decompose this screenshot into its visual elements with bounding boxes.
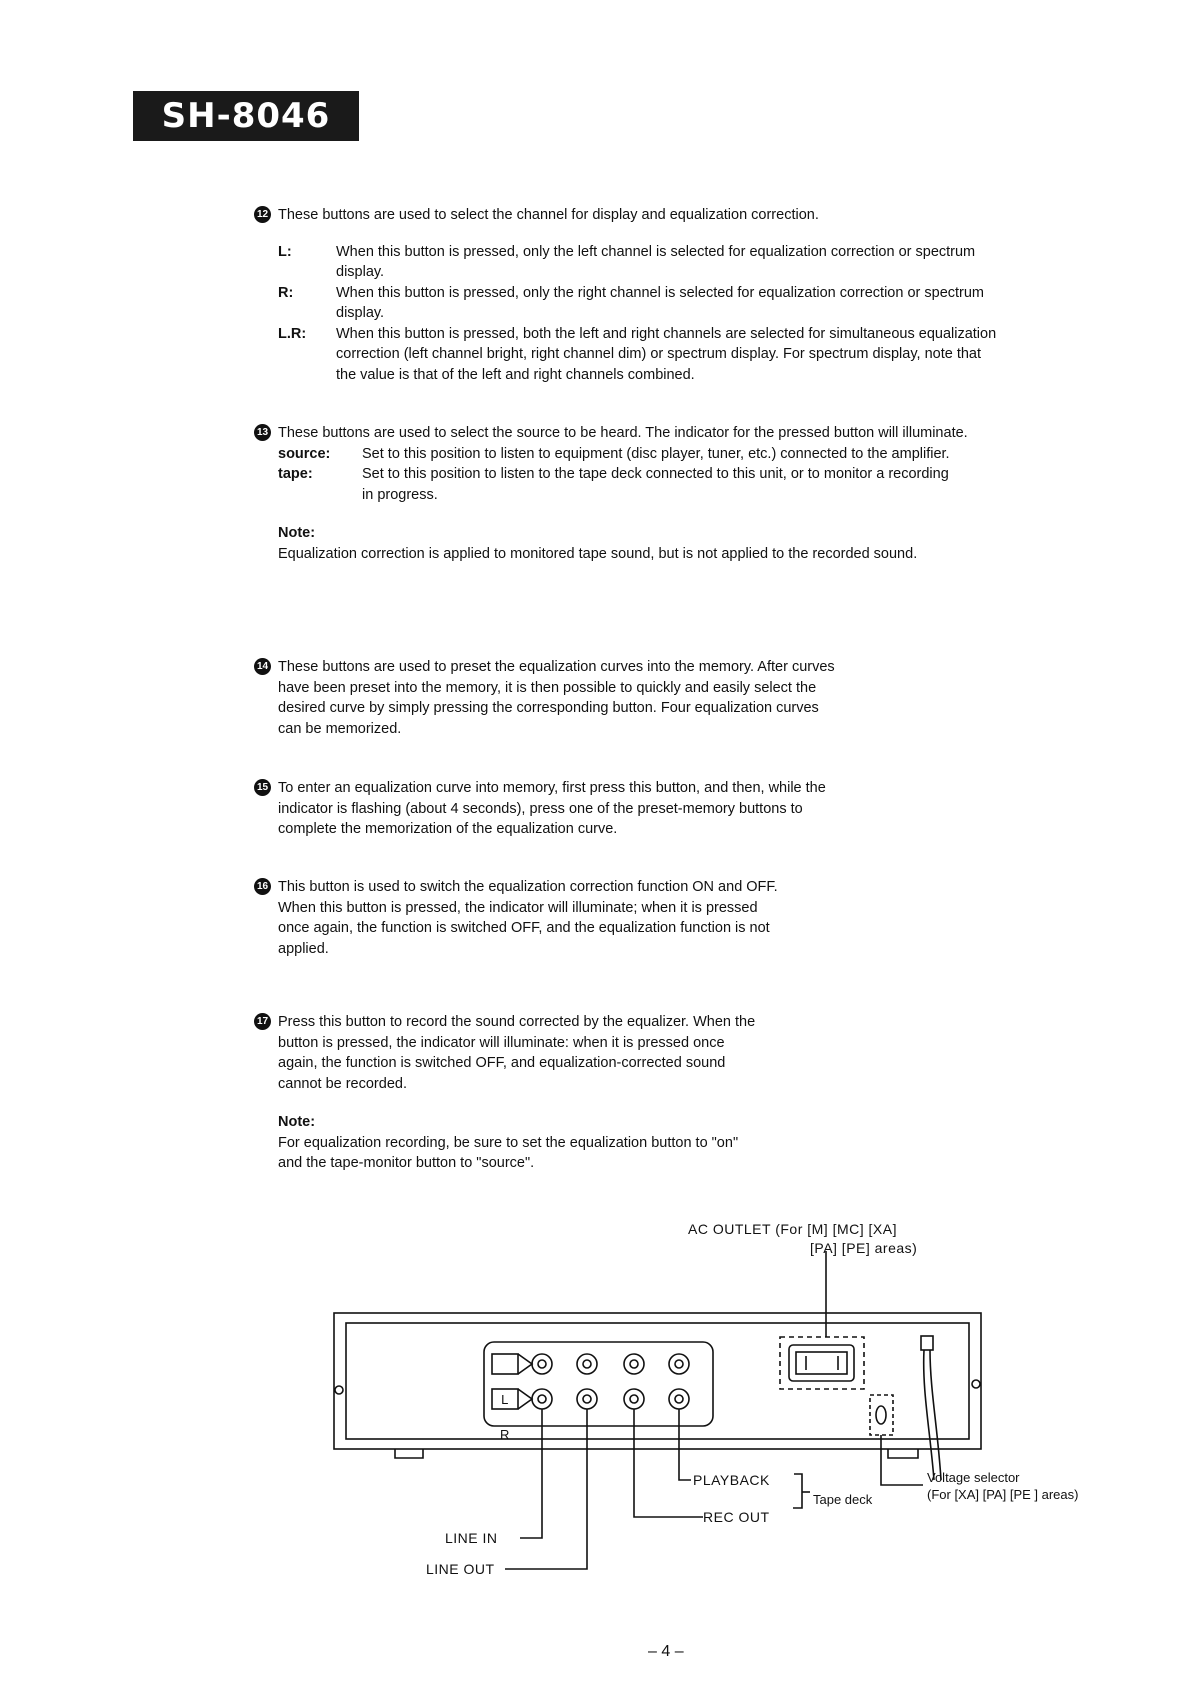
source-definitions [278,444,958,506]
jack-l-box [492,1354,518,1374]
voltage-areas-label: (For [XA] [PA] [PE ] areas) [927,1487,1079,1502]
tape-deck-bracket [793,1474,802,1508]
jack-line-in-r [532,1389,552,1409]
chassis-outline [334,1313,981,1449]
item-number: 13 [254,424,271,441]
jack-center [630,1360,638,1368]
item-text: Press this button to record the sound corrected by the equalizer. When the button is pressed, the indicator will illuminate: when it is pressed once again, the function is switched OFF, and equalization-corrected sound cannot be recorded. [278,1014,756,1092]
voltage-leader [881,1435,923,1485]
item-text: These buttons are used to select the channel for display and equalization correction. [278,207,819,223]
jack-playback-r [669,1389,689,1409]
jack-line-in-l [532,1354,552,1374]
item-number: 17 [254,1013,271,1030]
note-text: For equalization recording, be sure to set the equalization button to "on" and the tape-monitor button to "source". [278,1134,739,1171]
channel-definitions [278,242,998,386]
note-title: Note: [278,525,316,541]
note-title: Note: [278,1114,316,1130]
cord-grommet [921,1336,933,1350]
def-desc: When this button is pressed, only the right channel is selected for equalization correction or spectrum display. [336,284,985,321]
item-number: 12 [254,206,271,223]
line-in-leader [520,1409,542,1538]
def-desc: When this button is pressed, only the left channel is selected for equalization correction or spectrum display. [336,243,976,280]
jack-center [675,1395,683,1403]
def-desc: When this button is pressed, both the left and right channels are selected for simultaneous equalization correction (left channel bright, right channel dim) or spectrum display. For spectrum display, note that the value is that of the left and right channels combined. [336,325,997,383]
item-number: 14 [254,658,271,675]
def-desc: Set to this position to listen to the tape deck connected to this unit, or to monitor a recording in progress. [362,466,949,503]
rear-panel-diagram [0,1200,1190,1600]
item-13 [256,423,990,564]
def-term: source: [278,445,331,462]
jack-center [583,1395,591,1403]
screw-right [972,1380,980,1388]
jack-line-out-l [577,1354,597,1374]
def-desc: Set to this position to listen to equipment (disc player, tuner, etc.) connected to the amplifier. [362,445,950,462]
line-out-label: LINE OUT [426,1561,495,1577]
item-text: To enter an equalization curve into memory, first press this button, and then, while the indicator is flashing (about 4 seconds), press one of the preset-memory buttons to complete the memorization of the equalization curve. [278,780,826,837]
def-term: L: [278,243,292,260]
jack-center [583,1360,591,1368]
item-12 [256,205,998,385]
jack-l-label: L [501,1392,509,1407]
ac-outlet-face [796,1352,847,1374]
jack-rec-out-l [624,1354,644,1374]
item-17 [256,1012,758,1174]
ac-outlet-label-1: AC OUTLET (For [M] [MC] [XA] [688,1221,897,1237]
model-logo: SH-8046 [133,91,359,141]
playback-label: PLAYBACK [693,1472,770,1488]
note-text: Equalization correction is applied to monitored tape sound, but is not applied to the recorded sound. [278,545,918,562]
item-text: These buttons are used to select the source to be heard. The indicator for the pressed button will illuminate. [278,425,968,441]
playback-leader [679,1409,691,1480]
ac-outlet [789,1345,854,1381]
item-16 [256,877,778,959]
def-term: tape: [278,466,313,482]
item-text-2: When this button is pressed, the indicator will illuminate; when it is pressed once again, the function is switched OFF, and the equalization function is not applied. [278,899,770,957]
jack-l-arrow [518,1354,532,1374]
power-cord [924,1350,934,1480]
jack-r-label: R [500,1427,510,1442]
foot-right [888,1449,918,1458]
note [278,523,978,564]
jack-rec-out-r [624,1389,644,1409]
jack-center [675,1360,683,1368]
jack-center [538,1395,546,1403]
ac-outlet-label-2: [PA] [PE] areas) [810,1240,918,1256]
item-number: 16 [254,878,271,895]
voltage-selector [870,1395,893,1435]
def-term: R: [278,284,294,301]
jack-playback-l [669,1354,689,1374]
screw-left [335,1386,343,1394]
item-15 [256,778,858,840]
tape-deck-label: Tape deck [813,1492,873,1507]
line-out-leader [505,1409,587,1569]
note [278,1112,758,1174]
voltage-switch [876,1406,886,1424]
jack-center [630,1395,638,1403]
item-text: This button is used to switch the equalization correction function ON and OFF. [278,879,778,895]
page-number: – 4 – [648,1643,684,1660]
jack-r-arrow [518,1389,532,1409]
voltage-selector-label: Voltage selector [927,1470,1020,1485]
chassis-inner [346,1323,969,1439]
line-in-label: LINE IN [445,1530,498,1546]
jack-line-out-r [577,1389,597,1409]
jack-center [538,1360,546,1368]
foot-left [395,1449,423,1458]
item-14 [256,657,838,739]
rec-out-label: REC OUT [703,1509,770,1525]
item-number: 15 [254,779,271,796]
def-term: L.R: [278,325,307,342]
item-text: These buttons are used to preset the equalization curves into the memory. After curves have been preset into the memory, it is then possible to quickly and easily select the desired curve by simply pressing the corresponding button. Four equalization curves can be memorized. [278,659,835,737]
